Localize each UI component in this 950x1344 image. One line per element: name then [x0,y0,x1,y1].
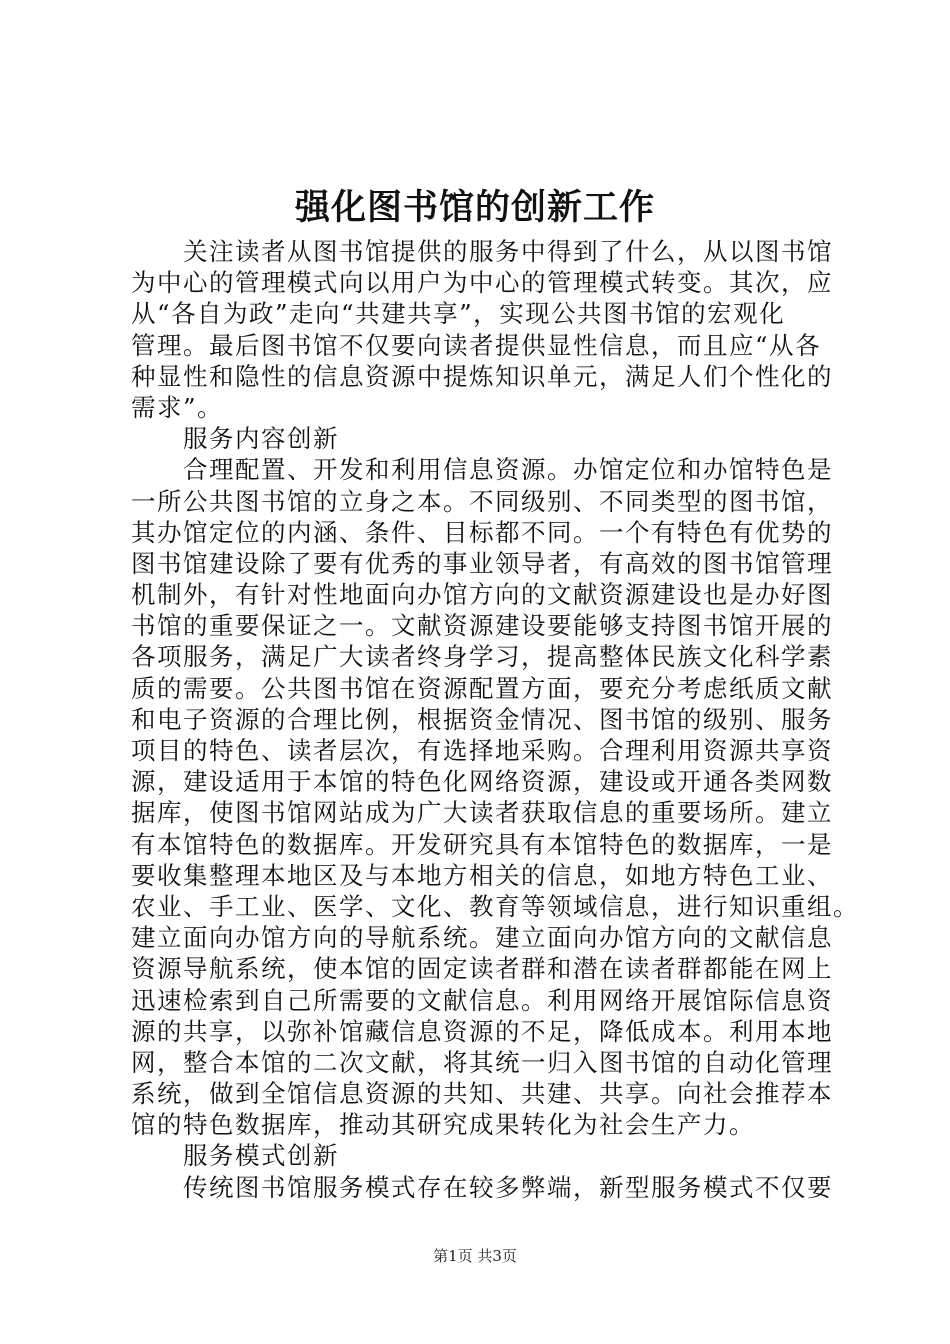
paragraph-line: 种显性和隐性的信息资源中提炼知识单元，满足人们个性化的 [131,361,833,391]
document-body [131,236,859,1203]
page-indicator: 第1页 共3页 [433,1247,517,1265]
paragraph-line: 为中心的管理模式向以用户为中心的管理模式转变。其次，应 [131,268,833,298]
paragraph-line: 和电子资源的合理比例，根据资金情况、图书馆的级别、服务 [131,704,833,734]
paragraph-line: 项目的特色、读者层次，有选择地采购。合理利用资源共享资 [131,736,833,765]
paragraph-line: 网，整合本馆的二次文献，将其统一归入图书馆的自动化管理 [131,1047,833,1077]
paragraph-line: 建立面向办馆方向的导航系统。建立面向办馆方向的文献信息 [131,923,833,953]
paragraph-line: 书馆的重要保证之一。文献资源建设要能够支持图书馆开展的 [131,611,833,641]
paragraph-line: 农业、手工业、医学、文化、教育等领域信息，进行知识重组。 [131,891,859,921]
paragraph-line: 关注读者从图书馆提供的服务中得到了什么，从以图书馆 [183,237,833,266]
paragraph-line: 迅速检索到自己所需要的文献信息。利用网络开展馆际信息资 [131,985,833,1015]
paragraph-line: 有本馆特色的数据库。开发研究具有本馆特色的数据库，一是 [131,829,833,859]
paragraph-line: 合理配置、开发和利用信息资源。办馆定位和办馆特色是 [183,455,833,485]
paragraph-line: 其办馆定位的内涵、条件、目标都不同。一个有特色有优势的 [131,517,833,547]
paragraph-line: 需求”。 [131,392,224,422]
paragraph-line: 传统图书馆服务模式存在较多弊端，新型服务模式不仅要 [183,1172,833,1202]
paragraph-line: 要收集整理本地区及与本地方相关的信息，如地方特色工业、 [131,860,833,890]
paragraph-line: 据库，使图书馆网站成为广大读者获取信息的重要场所。建立 [131,798,833,828]
paragraph-line: 资源导航系统，使本馆的固定读者群和潜在读者群都能在网上 [131,954,833,984]
paragraph-line: 系统，做到全馆信息资源的共知、共建、共享。向社会推荐本 [131,1079,833,1109]
paragraph-line: 管理。最后图书馆不仅要向读者提供显性信息，而且应“从各 [131,330,822,360]
paragraph-line: 一所公共图书馆的立身之本。不同级别、不同类型的图书馆， [131,486,833,516]
page-footer [0,1246,950,1266]
section-heading: 服务模式创新 [183,1141,339,1171]
section-heading: 服务内容创新 [183,424,339,454]
paragraph-line: 图书馆建设除了要有优秀的事业领导者，有高效的图书馆管理 [131,548,833,578]
paragraph-line: 机制外，有针对性地面向办馆方向的文献资源建设也是办好图 [131,580,833,610]
paragraph-line: 源，建设适用于本馆的特色化网络资源，建设或开通各类网数 [131,767,833,797]
paragraph-line: 各项服务，满足广大读者终身学习，提高整体民族文化科学素 [131,642,833,672]
paragraph-line: 馆的特色数据库，推动其研究成果转化为社会生产力。 [131,1110,755,1140]
paragraph-line: 从“各自为政”走向“共建共享”，实现公共图书馆的宏观化 [131,299,786,329]
paragraph-line: 源的共享，以弥补馆藏信息资源的不足，降低成本。利用本地 [131,1016,833,1046]
document-title: 强化图书馆的创新工作 [294,187,655,228]
paragraph-line: 质的需要。公共图书馆在资源配置方面，要充分考虑纸质文献 [131,673,833,703]
